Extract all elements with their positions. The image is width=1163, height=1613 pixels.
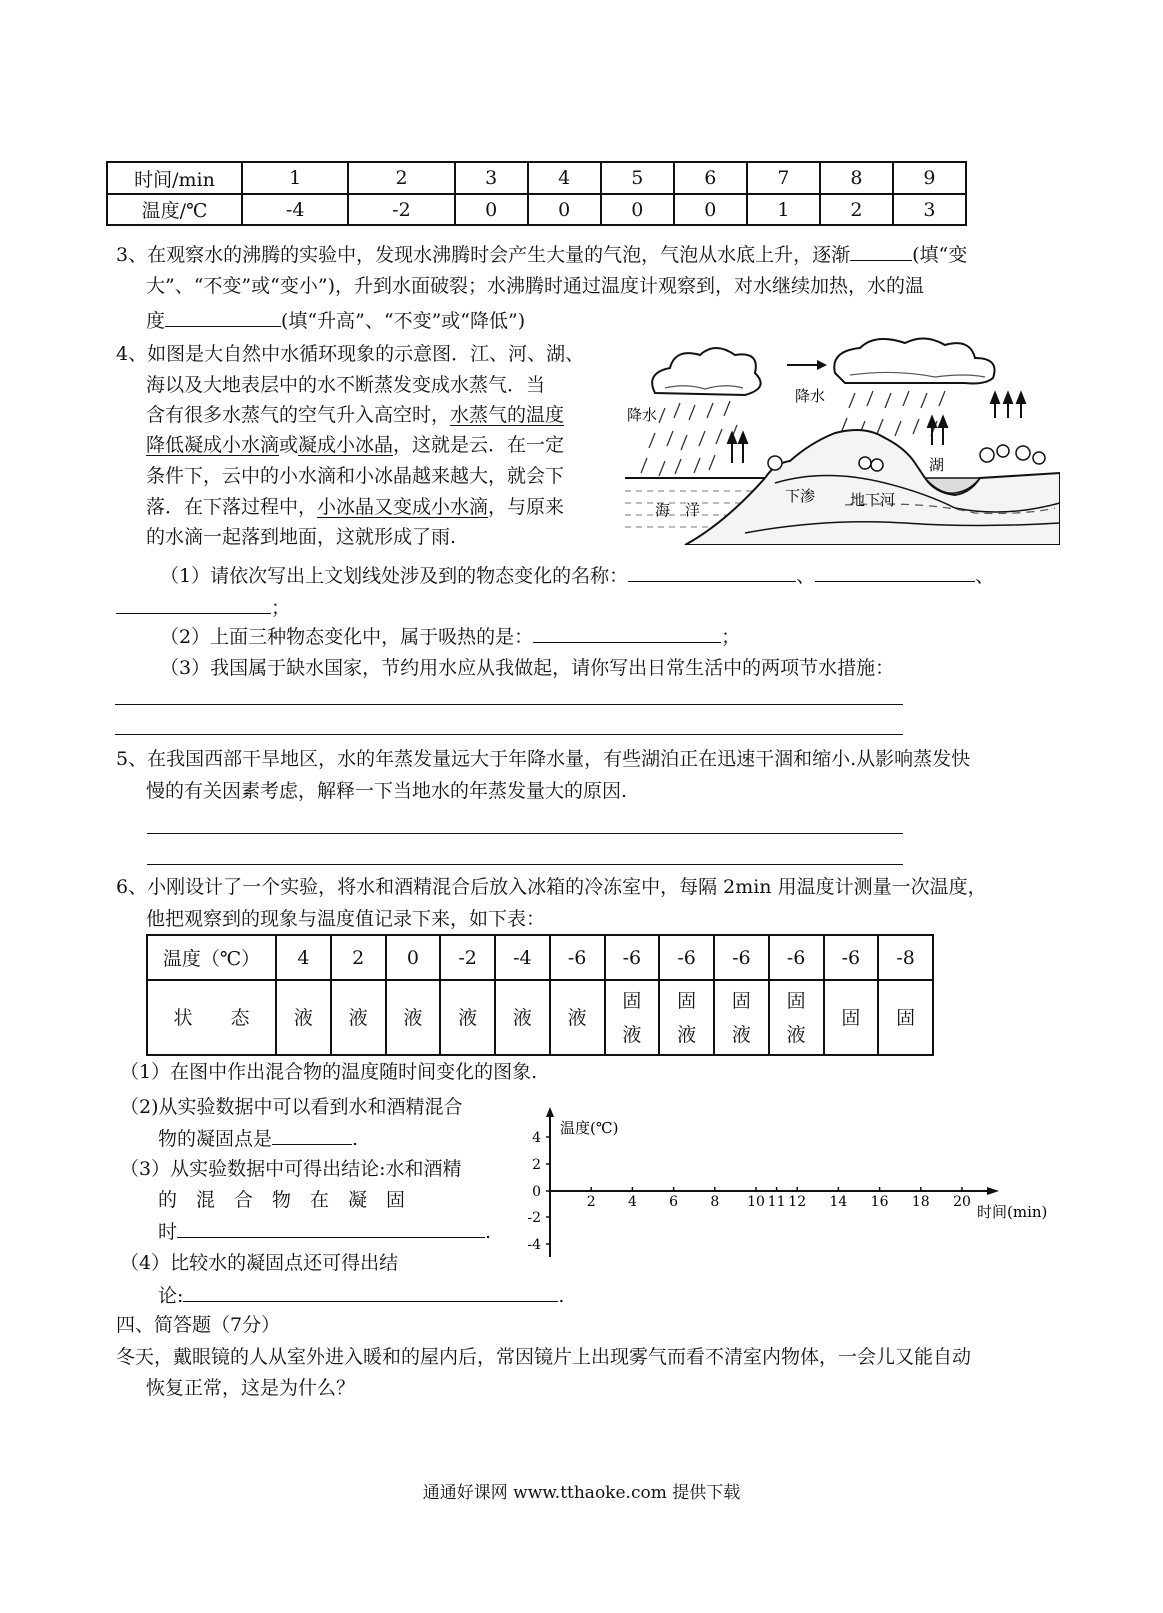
table-cell: 固 液 [769,980,824,1055]
question-text: 论: [158,1285,184,1307]
table-cell: 6 [674,162,747,194]
question-text: . [558,1285,565,1307]
answer-line[interactable] [115,704,903,705]
question-6-sub-2: （2)从实验数据中可以看到水和酒精混合 [120,1096,463,1118]
y-axis-arrow-icon [546,1107,554,1117]
table-cell: -2 [440,935,495,980]
question-text: ； [721,626,741,648]
question-3-line-3 [146,306,525,335]
table-cell: 7 [747,162,820,194]
question-text: ，与原来 [488,496,565,518]
cloud-left [652,348,760,395]
x-tick-label: 6 [669,1194,679,1210]
table-cell: 3 [455,162,528,194]
answer-blank[interactable] [850,240,912,261]
question-6-line-2: 他把观察到的现象与温度值记录下来，如下表： [146,908,546,930]
x-tick-label: 10 [747,1194,765,1210]
answer-line[interactable] [147,833,903,834]
y-tick-label: 0 [532,1184,541,1200]
question-text: 度 [146,310,166,332]
question-4-sub-1 [160,561,994,590]
table-cell: 3 [893,194,966,225]
table-cell: 4 [276,935,331,980]
answer-blank[interactable] [116,593,271,614]
mixture-temperature-table [146,934,934,1056]
temperature-time-axes[interactable] [525,1105,1065,1265]
table-cell: 液 [331,980,386,1055]
table-cell: -6 [824,935,879,980]
y-axis-label: 温度(℃) [560,1119,619,1137]
underlined-text: 降低凝成小水滴 [146,434,280,456]
question-3-line-2: 大”、“不变”或“变小”)，升到水面破裂；水沸腾时通过温度计观察到，对水继续加热，水的温 [146,275,924,297]
table-row [107,162,966,194]
answer-blank[interactable] [165,306,281,327]
table-cell: 2 [820,194,893,225]
question-6-sub-3-cont: 的 混 合 物 在 凝 固 [158,1189,406,1211]
table-cell: 固 [878,980,933,1055]
x-tick-label: 14 [829,1194,848,1210]
section-4-heading: 四、简答题（7分） [116,1314,281,1336]
table-cell: 0 [455,194,528,225]
table-cell: 温度/℃ [107,194,242,225]
diagram-label: 降水 [795,387,826,405]
page-footer: 通通好课网 www.tthaoke.com 提供下载 [422,1483,741,1503]
table-cell: 温度（℃） [147,935,276,980]
question-6-sub-4-cont [158,1281,564,1310]
question-4-sub-2 [160,622,740,651]
question-text: （2）上面三种物态变化中，属于吸热的是： [160,626,534,648]
table-cell: 9 [893,162,966,194]
question-text: 落．在下落过程中， [146,496,318,518]
table-cell: 2 [348,162,454,194]
underlined-text: 小冰晶又变成小水滴 [317,496,489,518]
answer-line[interactable] [115,734,903,735]
question-6-sub-2-cont [158,1124,358,1153]
water-cycle-diagram [625,333,1060,545]
table-cell: 0 [528,194,601,225]
answer-blank[interactable] [177,1217,485,1238]
question-text: 含有很多水蒸气的空气升入高空时， [146,404,451,426]
question-4-line [146,493,564,521]
time-temperature-table [106,161,967,226]
section-4-question-line-2: 恢复正常，这是为什么？ [146,1377,356,1399]
table-cell: 固 液 [714,980,769,1055]
question-text: ； [271,597,291,619]
table-cell: -4 [495,935,550,980]
table-cell: 2 [331,935,386,980]
question-text: 、 [796,565,816,587]
question-6-sub-4: （4）比较水的凝固点还可得出结 [120,1252,399,1274]
section-4-question: 冬天，戴眼镜的人从室外进入暖和的屋内后，常因镜片上出现雾气而看不清室内物体，一会儿又能自动 [116,1346,972,1368]
x-tick-label: 16 [870,1194,889,1210]
x-tick-label: 11 [767,1194,786,1210]
answer-line[interactable] [147,864,903,865]
x-axis-arrow-icon [987,1187,999,1195]
question-text: （1）请依次写出上文划线处涉及到的物态变化的名称： [160,565,629,587]
table-cell: 固 液 [659,980,714,1055]
table-cell: 固 液 [605,980,660,1055]
question-text: (填“升高”、“不变”或“降低”) [281,310,526,332]
question-5-line-2: 慢的有关因素考虑，解释一下当地水的年蒸发量大的原因. [146,780,628,802]
y-tick-label: -2 [527,1210,541,1226]
table-cell: -6 [550,935,605,980]
question-text: 物的凝固点是 [158,1128,273,1150]
cloud-right [834,338,994,383]
table-cell: 时间/min [107,162,242,194]
question-text: (填“变 [912,244,968,266]
y-tick-label: 2 [532,1157,541,1173]
table-cell: 4 [528,162,601,194]
table-cell: -6 [714,935,769,980]
table-cell: -2 [348,194,454,225]
question-4-line: 的水滴一起落到地面，这就形成了雨. [146,526,457,548]
table-cell: 状 态 [147,980,276,1055]
question-4-line [146,431,564,459]
diagram-label: 地下河 [850,491,896,509]
x-axis-label: 时间(min) [977,1203,1048,1221]
table-row [107,194,966,225]
answer-blank[interactable] [815,561,975,582]
x-tick-label: 18 [911,1194,930,1210]
table-cell: -6 [659,935,714,980]
underlined-text: 凝成小冰晶 [298,434,394,456]
table-cell: 5 [601,162,674,194]
question-6: 6、小刚设计了一个实验，将水和酒精混合后放入冰箱的冷冻室中，每隔 2min 用温度计测量一次温度， [116,876,987,898]
question-text: ，这就是云．在一定 [393,434,565,456]
answer-blank[interactable] [533,622,721,643]
table-cell: 8 [820,162,893,194]
question-text: 时 [158,1221,178,1243]
table-cell: 固 [824,980,879,1055]
question-text: . [352,1128,359,1150]
diagram-label: 下渗 [785,487,816,505]
x-tick-label: 8 [710,1194,720,1210]
table-cell: 0 [674,194,747,225]
question-6-sub-3-cont [158,1217,491,1246]
answer-blank[interactable] [272,1124,352,1145]
table-cell: -6 [605,935,660,980]
x-tick-label: 20 [953,1194,971,1210]
question-text: 或 [279,434,299,456]
table-cell: 液 [276,980,331,1055]
table-cell: -4 [242,194,348,225]
table-cell: -8 [878,935,933,980]
question-text: . [485,1221,492,1243]
answer-blank[interactable] [183,1281,558,1302]
question-6-sub-1: （1）在图中作出混合物的温度随时间变化的图象. [120,1061,538,1083]
y-tick-label: 4 [532,1130,541,1146]
diagram-label: 海 洋 [655,501,701,519]
question-5: 5、在我国西部干旱地区，水的年蒸发量远大于年降水量，有些湖泊正在迅速干涸和缩小.从影响蒸发快 [116,748,971,770]
x-tick-label: 2 [586,1194,596,1210]
answer-blank[interactable] [628,561,796,582]
question-text: 、 [975,565,995,587]
table-cell: 1 [242,162,348,194]
question-4: 4、如图是大自然中水循环现象的示意图．江、河、湖、 [116,343,585,365]
table-cell: 液 [386,980,441,1055]
question-4-line: 条件下，云中的小水滴和小冰晶越来越大，就会下 [146,465,565,487]
table-cell: 0 [601,194,674,225]
x-tick-label: 12 [788,1194,807,1210]
question-4-sub-1-cont [116,593,290,622]
underlined-text: 水蒸气的温度 [450,404,565,426]
table-cell: -6 [769,935,824,980]
table-cell: 液 [550,980,605,1055]
table-cell: 1 [747,194,820,225]
table-cell: 0 [386,935,441,980]
y-tick-label: -4 [527,1237,541,1253]
diagram-label: 降水 [627,406,658,424]
question-3 [116,240,967,269]
question-text: 3、在观察水的沸腾的实验中，发现水沸腾时会产生大量的气泡，气泡从水底上升，逐渐 [116,244,851,266]
question-4-line: 海以及大地表层中的水不断蒸发变成水蒸气．当 [146,374,546,396]
table-cell: 液 [495,980,550,1055]
diagram-label: 湖 [929,456,945,474]
table-cell: 液 [440,980,495,1055]
table-row [147,980,933,1055]
x-tick-label: 4 [627,1194,637,1210]
question-4-sub-3: （3）我国属于缺水国家，节约用水应从我做起，请你写出日常生活中的两项节水措施： [160,657,895,679]
table-row [147,935,933,980]
question-6-sub-3: （3）从实验数据中可得出结论:水和酒精 [120,1158,462,1180]
question-4-line [146,401,564,429]
